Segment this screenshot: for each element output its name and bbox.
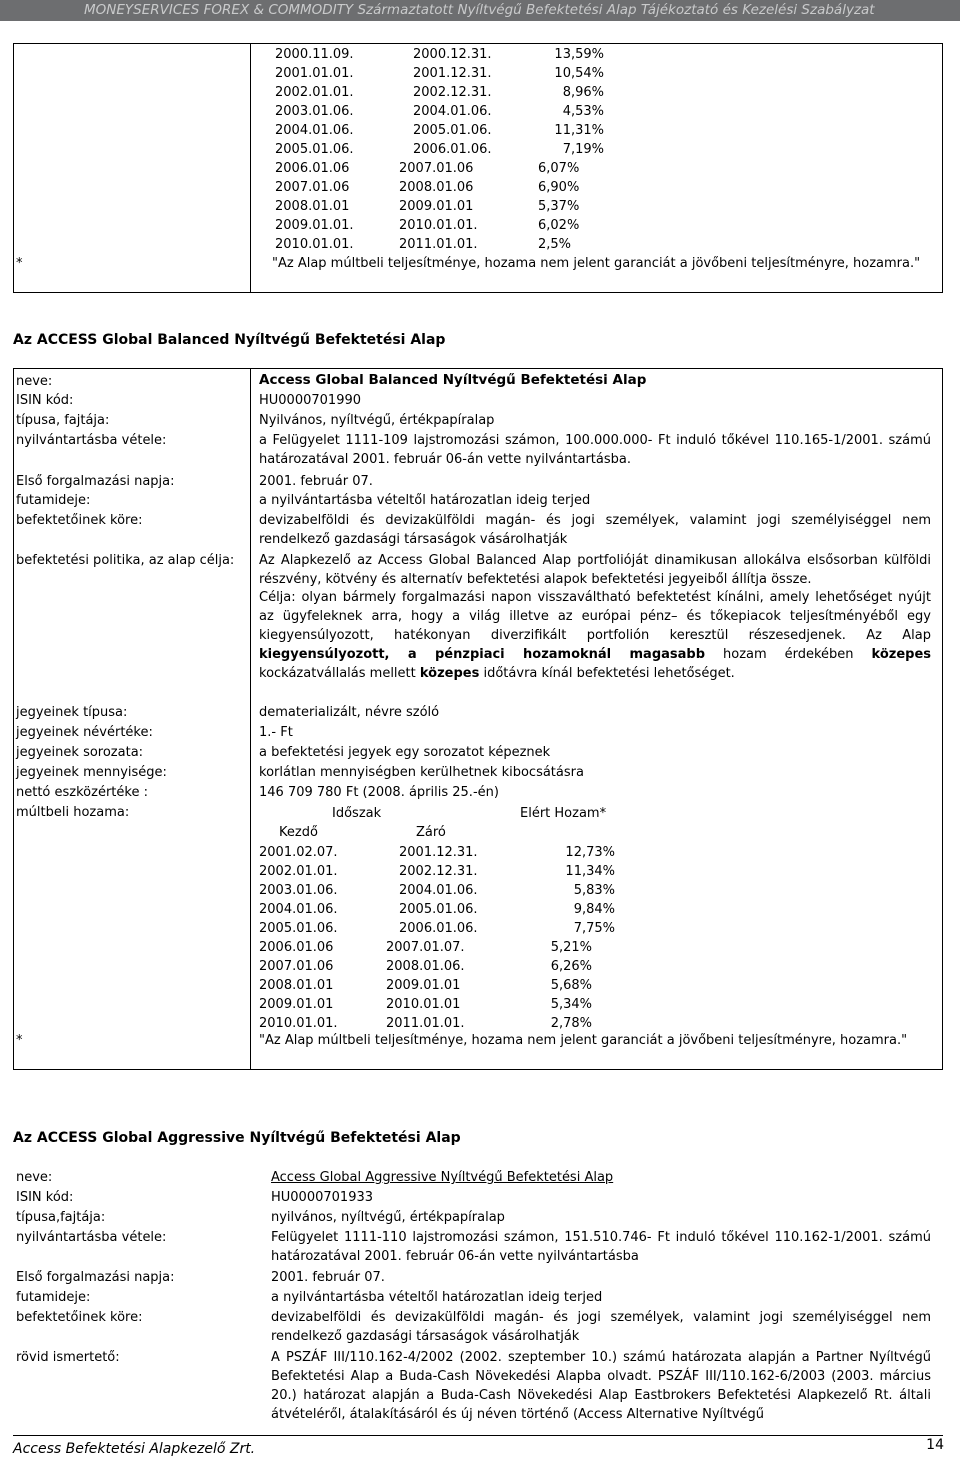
balanced-returns-cell: 2,78% — [550, 1016, 592, 1031]
footer-company: Access Befektetési Alapkezelő Zrt. — [13, 1441, 256, 1457]
top-table-cell: 2000.11.09. — [275, 47, 354, 62]
balanced-value-maturity: a nyilvántartásba vételtől határozatlan ideig terjed — [259, 493, 591, 508]
top-table-cell: 2008.01.01 — [275, 199, 350, 214]
policy-text-e: kockázatvállalás mellett — [259, 666, 420, 681]
balanced-returns-cell: 2005.01.06. — [399, 902, 478, 917]
aggressive-value-type: nyilvános, nyíltvégű, értékpapíralap — [271, 1210, 505, 1225]
balanced-returns-cell: 2003.01.06. — [259, 883, 338, 898]
top-table-cell: 2009.01.01. — [275, 218, 354, 233]
balanced-returns-cell: 2009.01.01 — [386, 978, 461, 993]
aggressive-label-name: neve: — [16, 1170, 53, 1185]
aggressive-label-first-sale: Első forgalmazási napja: — [16, 1270, 175, 1285]
top-table-cell: 7,19% — [562, 142, 604, 157]
top-table-cell: 2,5% — [538, 237, 572, 252]
aggressive-label-isin: ISIN kód: — [16, 1190, 74, 1205]
balanced-footnote-mark: * — [16, 1033, 23, 1048]
aggressive-value-maturity: a nyilvántartásba vételtől határozatlan ideig terjed — [271, 1290, 603, 1305]
returns-col-return: Elért Hozam* — [520, 806, 607, 821]
balanced-value-isin: HU0000701990 — [259, 393, 362, 408]
balanced-returns-cell: 2007.01.06 — [259, 959, 334, 974]
balanced-label-series: jegyeinek sorozata: — [16, 745, 144, 760]
balanced-returns-cell: 7,75% — [573, 921, 615, 936]
policy-text-f: közepes — [419, 666, 480, 681]
balanced-value-name: Access Global Balanced Nyíltvégű Befektetési Alap — [259, 372, 647, 388]
balanced-heading: Az ACCESS Global Balanced Nyíltvégű Befektetési Alap — [13, 332, 446, 348]
balanced-returns-cell: 9,84% — [573, 902, 615, 917]
balanced-returns-cell: 2002.12.31. — [399, 864, 478, 879]
top-table-cell: 2008.01.06 — [399, 180, 474, 195]
top-table-cell: 2010.01.01. — [275, 237, 354, 252]
balanced-returns-cell: 2001.02.07. — [259, 845, 338, 860]
balanced-returns-cell: 2005.01.06. — [259, 921, 338, 936]
balanced-value-investors: devizabelföldi és devizakülföldi magán- és jogi személyek, valamint jogi személyiséggel nem rendelkező gazdasági társaságok vásárolhatják — [259, 513, 931, 547]
balanced-returns-cell: 5,21% — [550, 940, 592, 955]
top-table-cell: 2009.01.01 — [399, 199, 474, 214]
top-table-cell: 2001.01.01. — [275, 66, 354, 81]
page-number: 14 — [926, 1437, 944, 1453]
aggressive-value-summary: A PSZÁF III/110.162-4/2002 (2002. szeptember 10.) számú határozata alapján a Partner Nyíltvégű Befektetési Alap a Buda-Cash Növekedési Alapba olvadt. PSZÁF III/110.162-6/2003 (2003. március 20.) határozat alapján a Buda-Cash Növekedési Alap Eastbrokers Befektetési Alapkezelő Rt. általi átvételéről, átalakításáról és új néven történő (Access Alternative Nyíltvégű — [271, 1350, 931, 1422]
returns-col-start: Kezdő — [279, 825, 318, 840]
aggressive-label-summary: rövid ismertető: — [16, 1350, 120, 1365]
policy-text-a: Célja: olyan bármely forgalmazási napon visszaváltható befektetést kínálni, amely lehetőséget nyújt az ügyfeleknek arra, hogy a világ illetve az európai pénz– és tőkepiacok teljesítményéből egy kiegyensúlyozott, hatékonyan diverzifikált portfolión keresztül részesedjenek. Az Alap — [259, 590, 931, 643]
balanced-label-investors: befektetőinek köre: — [16, 513, 143, 528]
balanced-returns-cell: 5,34% — [550, 997, 592, 1012]
balanced-value-series: a befektetési jegyek egy sorozatot képeznek — [259, 745, 551, 760]
balanced-returns-cell: 12,73% — [565, 845, 615, 860]
returns-col-end: Záró — [416, 825, 446, 840]
balanced-label-unit-type: jegyeinek típusa: — [16, 705, 128, 720]
top-table-cell: 2004.01.06. — [413, 104, 492, 119]
balanced-returns-cell: 2004.01.06. — [259, 902, 338, 917]
balanced-label-face-value: jegyeinek névértéke: — [16, 725, 153, 740]
footer-rule — [13, 1435, 943, 1436]
top-table-cell: 2006.01.06. — [413, 142, 492, 157]
balanced-returns-cell: 5,83% — [573, 883, 615, 898]
balanced-label-type: típusa, fajtája: — [16, 413, 110, 428]
top-table-cell: 10,54% — [554, 66, 604, 81]
balanced-returns-cell: 2001.12.31. — [399, 845, 478, 860]
balanced-returns-cell: 11,34% — [565, 864, 615, 879]
top-table-cell: 2005.01.06. — [413, 123, 492, 138]
balanced-value-face-value: 1.- Ft — [259, 725, 293, 740]
balanced-label-nav: nettó eszközértéke : — [16, 785, 148, 800]
top-table-cell: 2007.01.06 — [275, 180, 350, 195]
top-table-cell: 2002.01.01. — [275, 85, 354, 100]
balanced-value-policy-2 — [259, 588, 931, 683]
balanced-label-isin: ISIN kód: — [16, 393, 74, 408]
top-table-cell: 5,37% — [538, 199, 580, 214]
top-table-cell: 6,90% — [538, 180, 580, 195]
balanced-label-quantity: jegyeinek mennyisége: — [16, 765, 167, 780]
balanced-label-past-return: múltbeli hozama: — [16, 805, 130, 820]
balanced-table-divider — [250, 368, 251, 1070]
balanced-returns-cell: 2006.01.06 — [259, 940, 334, 955]
top-table-divider — [250, 43, 251, 293]
top-table-cell: 2010.01.01. — [399, 218, 478, 233]
policy-text-c: hozam érdekében — [705, 647, 872, 662]
aggressive-label-registration: nyilvántartásba vétele: — [16, 1230, 167, 1245]
top-table-cell: 2003.01.06. — [275, 104, 354, 119]
policy-text-b: kiegyensúlyozott, a pénzpiaci hozamoknál magasabb — [259, 647, 706, 662]
balanced-label-registration: nyilvántartásba vétele: — [16, 433, 167, 448]
top-table-cell: 2005.01.06. — [275, 142, 354, 157]
balanced-returns-cell: 5,68% — [550, 978, 592, 993]
aggressive-label-investors: befektetőinek köre: — [16, 1310, 143, 1325]
balanced-returns-cell: 6,26% — [550, 959, 592, 974]
balanced-label-first-sale: Első forgalmazási napja: — [16, 474, 175, 489]
top-footnote-mark: * — [16, 256, 23, 271]
balanced-value-policy-1: Az Alapkezelő az Access Global Balanced Alap portfolióját dinamikusan allokálva elsősorban külföldi részvény, kötvény és alternatív befektetési alapok befektetési jegyeiből állítja össze. — [259, 553, 931, 587]
balanced-value-nav: 146 709 780 Ft (2008. április 25.-én) — [259, 785, 499, 800]
aggressive-value-investors: devizabelföldi és devizakülföldi magán- és jogi személyek, valamint jogi személyiséggel nem rendelkező gazdasági társaságok vásárolhatják — [271, 1310, 931, 1344]
balanced-label-policy: befektetési politika, az alap célja: — [16, 553, 235, 568]
balanced-returns-cell: 2002.01.01. — [259, 864, 338, 879]
top-table-cell: 2001.12.31. — [413, 66, 492, 81]
balanced-returns-cell: 2010.01.01 — [386, 997, 461, 1012]
aggressive-label-type: típusa,fajtája: — [16, 1210, 106, 1225]
top-table-cell: 8,96% — [562, 85, 604, 100]
top-table-cell: 2004.01.06. — [275, 123, 354, 138]
top-footnote: "Az Alap múltbeli teljesítménye, hozama nem jelent garanciát a jövőbeni teljesítményre, hozamra." — [272, 256, 921, 271]
top-table-cell: 13,59% — [554, 47, 604, 62]
balanced-returns-cell: 2008.01.01 — [259, 978, 334, 993]
top-table-cell: 2006.01.06 — [275, 161, 350, 176]
balanced-returns-cell: 2011.01.01. — [386, 1016, 465, 1031]
balanced-value-quantity: korlátlan mennyiségben kerülhetnek kibocsátásra — [259, 765, 584, 780]
top-table-cell: 2007.01.06 — [399, 161, 474, 176]
aggressive-value-first-sale: 2001. február 07. — [271, 1270, 385, 1285]
aggressive-label-maturity: futamideje: — [16, 1290, 91, 1305]
top-table-cell: 11,31% — [554, 123, 604, 138]
balanced-returns-cell: 2007.01.07. — [386, 940, 465, 955]
top-table-cell: 2011.01.01. — [399, 237, 478, 252]
balanced-value-unit-type: dematerializált, névre szóló — [259, 705, 440, 720]
balanced-label-name: neve: — [16, 374, 53, 389]
returns-col-period: Időszak — [332, 806, 382, 821]
balanced-value-type: Nyilvános, nyíltvégű, értékpapíralap — [259, 413, 495, 428]
top-table-cell: 4,53% — [562, 104, 604, 119]
balanced-returns-cell: 2010.01.01. — [259, 1016, 338, 1031]
top-table-cell: 2000.12.31. — [413, 47, 492, 62]
aggressive-heading: Az ACCESS Global Aggressive Nyíltvégű Befektetési Alap — [13, 1130, 461, 1146]
top-table-cell: 2002.12.31. — [413, 85, 492, 100]
balanced-value-registration: a Felügyelet 1111-109 lajstromozási számon, 100.000.000- Ft induló tőkével 110.165-1/2001. számú határozatával 2001. február 06-án vette nyilvántartásba. — [259, 433, 931, 467]
balanced-label-maturity: futamideje: — [16, 493, 91, 508]
balanced-returns-cell: 2006.01.06. — [399, 921, 478, 936]
aggressive-value-registration: Felügyelet 1111-110 lajstromozási számon, 151.510.746- Ft induló tőkével 110.162-1/2001. számú határozatával 2001. február 06-án vette nyilvántartásba — [271, 1230, 931, 1264]
top-table-cell: 6,07% — [538, 161, 580, 176]
balanced-returns-cell: 2009.01.01 — [259, 997, 334, 1012]
balanced-footnote: "Az Alap múltbeli teljesítménye, hozama nem jelent garanciát a jövőbeni teljesítményre, hozamra." — [259, 1033, 908, 1048]
policy-text-g: időtávra kínál befektetési lehetőséget. — [479, 666, 735, 681]
aggressive-value-isin: HU0000701933 — [271, 1190, 374, 1205]
aggressive-value-name: Access Global Aggressive Nyíltvégű Befektetési Alap — [271, 1170, 614, 1185]
top-table-cell: 6,02% — [538, 218, 580, 233]
balanced-returns-cell: 2004.01.06. — [399, 883, 478, 898]
policy-text-d: közepes — [871, 647, 932, 662]
document-header: MONEYSERVICES FOREX & COMMODITY Származtatott Nyíltvégű Befektetési Alap Tájékoztató és Kezelési Szabályzat — [0, 0, 960, 21]
balanced-value-first-sale: 2001. február 07. — [259, 474, 373, 489]
balanced-returns-cell: 2008.01.06. — [386, 959, 465, 974]
